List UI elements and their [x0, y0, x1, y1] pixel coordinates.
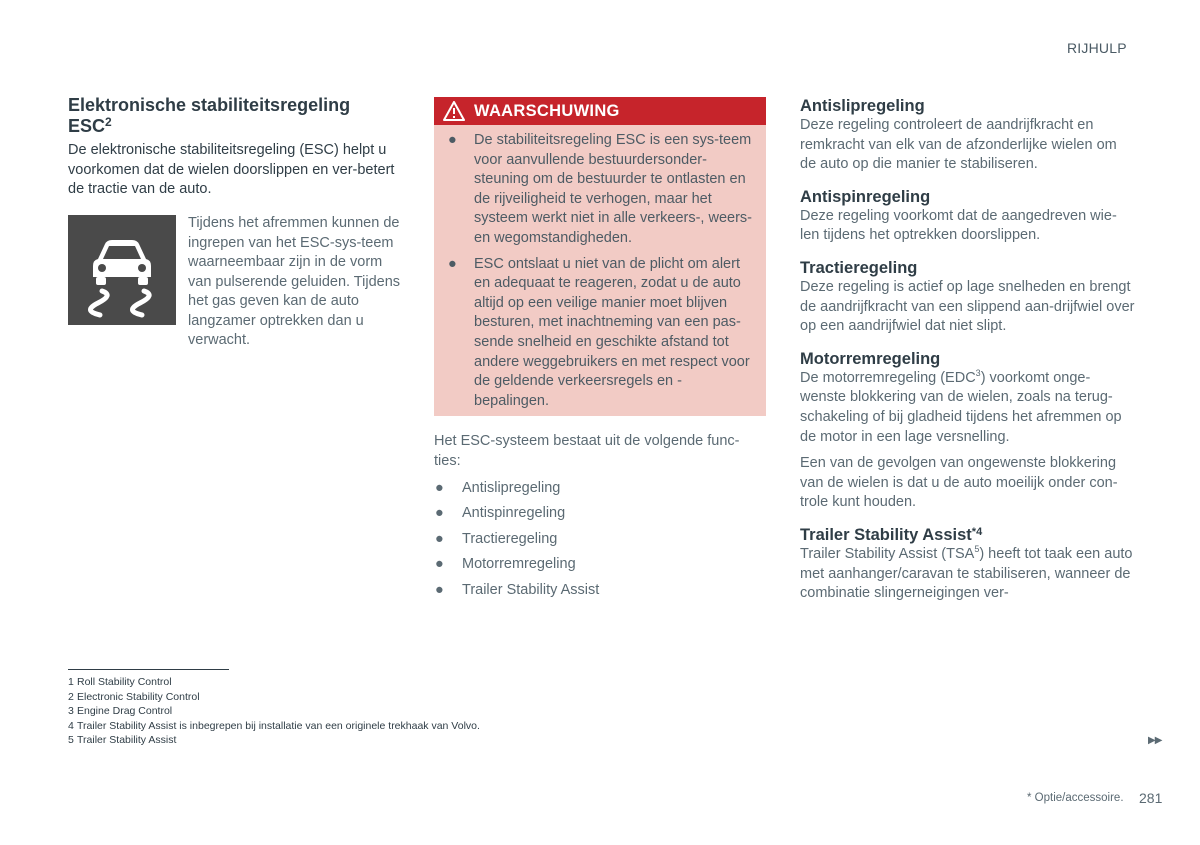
functions-list [434, 479, 599, 606]
list-item [434, 581, 599, 606]
functions-intro: Het ESC-systeem bestaat uit de volgende func-ties: [434, 433, 740, 469]
warning-header [434, 97, 766, 125]
warning-item-text: ESC ontslaat u niet van de plicht om alert en adequaat te reageren, zodat u de auto altijd op een veilige manier moet blijven besturen, met inachtneming van een pas-sende snelheid en geschikte afstand tot andere weggebruikers en met respect voor de geldende verkeersregels en -bepalingen. [474, 255, 750, 409]
trailer-text-part: ) heeft tot taak een auto met aanhanger/caravan te stabiliseren, wanneer de combinatie slingerneigingen ver- [800, 545, 1133, 602]
section-text-engine-brake [800, 369, 1135, 447]
section-heading-traction: Tractieregeling [800, 258, 918, 277]
warning-item [434, 131, 754, 249]
list-item [434, 530, 599, 555]
footnote [68, 719, 480, 734]
footnote [68, 675, 480, 690]
option-note: * Optie/accessoire. [1027, 792, 1124, 804]
footnote-ref: 3 [975, 367, 981, 378]
section-text-trailer [800, 545, 1135, 604]
title-footnote-ref: 2 [105, 115, 112, 129]
engine-brake-text-part: De motorremregeling (EDC [800, 369, 976, 386]
next-page-arrows-icon[interactable]: ▶▶ [1148, 735, 1162, 746]
section-heading-engine-brake: Motorremregeling [800, 349, 941, 368]
section-text-traction: Deze regeling is actief op lage snelheden en brengt de aandrijfkracht van een slippend aan-drijfwiel over op een aandrijfwiel dat niet slipt. [800, 278, 1135, 335]
bullet-icon: ● [435, 556, 444, 573]
section-header: RIJHULP [1067, 40, 1127, 56]
list-item [434, 504, 599, 529]
page-title [68, 95, 398, 137]
trailer-text-part: Trailer Stability Assist (TSA [800, 545, 975, 562]
footnote-number: 1 [68, 676, 74, 688]
warning-triangle-icon [443, 101, 465, 126]
intro-paragraph: De elektronische stabiliteitsregeling (ESC) helpt u voorkomen dat de wielen doorslippen en ver-betert de tractie van de auto. [68, 142, 395, 198]
bullet-icon: ● [435, 505, 444, 522]
section-heading-trailer [800, 525, 1135, 545]
footnote-text: Electronic Stability Control [77, 690, 200, 703]
footnote-number: 5 [68, 734, 74, 746]
footnote-text: Engine Drag Control [77, 705, 173, 717]
footnote-number: 2 [68, 690, 74, 703]
footnote [68, 704, 480, 719]
function-label: Motorremregeling [462, 556, 576, 573]
warning-item [434, 255, 754, 412]
section-heading-antislip: Antislipregeling [800, 97, 925, 115]
esc-skid-car-icon [68, 215, 176, 325]
footnote-text: Trailer Stability Assist [77, 734, 177, 746]
list-item [434, 555, 599, 580]
function-label: Tractieregeling [462, 530, 558, 547]
section-text-antislip: Deze regeling controleert de aandrijfkracht en remkracht van elk van de afzonderlijke wielen om de auto op die manier te stabiliseren. [800, 117, 1117, 173]
bullet-icon: ● [435, 581, 444, 598]
function-label: Trailer Stability Assist [462, 581, 600, 598]
engine-brake-text-part: ) voorkomt onge-wenste blokkering van de wielen, zoals na terug-schakeling of bij gladheid tijdens het afremmen op de motor in een lage versnelling. [800, 369, 1122, 445]
bullet-icon: ● [435, 480, 444, 496]
section-text-engine-brake-2: Een van de gevolgen van ongewenste blokkering van de wielen is dat u de auto moeilijk onder con-trole kunt houden. [800, 455, 1118, 511]
footnote-divider [68, 669, 229, 670]
bullet-icon: ● [448, 132, 457, 148]
trailer-heading-text: Trailer Stability Assist [800, 525, 972, 544]
list-item [434, 479, 599, 504]
section-text-antispin: Deze regeling voorkomt dat de aangedreven wie-len tijdens het optrekken doorslippen. [800, 207, 1117, 244]
footnote-number: 3 [68, 705, 74, 717]
function-label: Antispinregeling [462, 505, 566, 522]
bullet-icon: ● [435, 530, 444, 547]
esc-icon-description: Tijdens het afremmen kunnen de ingrepen van het ESC-sys-teem waarneembaar zijn in de vorm van pulserende geluiden. Tijdens het gas geven kan de auto langzamer optrekken dan u verwacht. [188, 215, 401, 348]
warning-box [434, 125, 766, 416]
warning-item-text: De stabiliteitsregeling ESC is een sys-teem voor aanvullende bestuurdersonder-steuning om de bestuurder te ontlasten en de rijveiligheid te verhogen, maar het systeem werkt niet in alle verkeers-, weers- en wegomstandigheden. [474, 132, 752, 246]
warning-list [434, 131, 754, 417]
footnote [68, 733, 480, 748]
footnote-text: Roll Stability Control [77, 676, 172, 688]
warning-title: WAARSCHUWING [474, 102, 620, 120]
function-label: Antislipregeling [462, 480, 561, 496]
footnotes [68, 675, 480, 748]
footnote-ref: 5 [974, 543, 980, 554]
functions-detail-column [800, 96, 1135, 604]
footnote-number: 4 [68, 719, 74, 732]
footnote [68, 690, 480, 705]
intro-column [68, 95, 398, 200]
page-number: 281 [1139, 790, 1163, 806]
footnote-ref: *4 [971, 525, 983, 538]
page-title-text: Elektronische stabiliteitsregeling ESC [68, 95, 351, 136]
bullet-icon: ● [448, 255, 457, 272]
footnote-text: Trailer Stability Assist is inbegrepen bij installatie van een originele trekhaak van Volvo. [77, 719, 480, 732]
section-heading-antispin: Antispinregeling [800, 187, 931, 206]
